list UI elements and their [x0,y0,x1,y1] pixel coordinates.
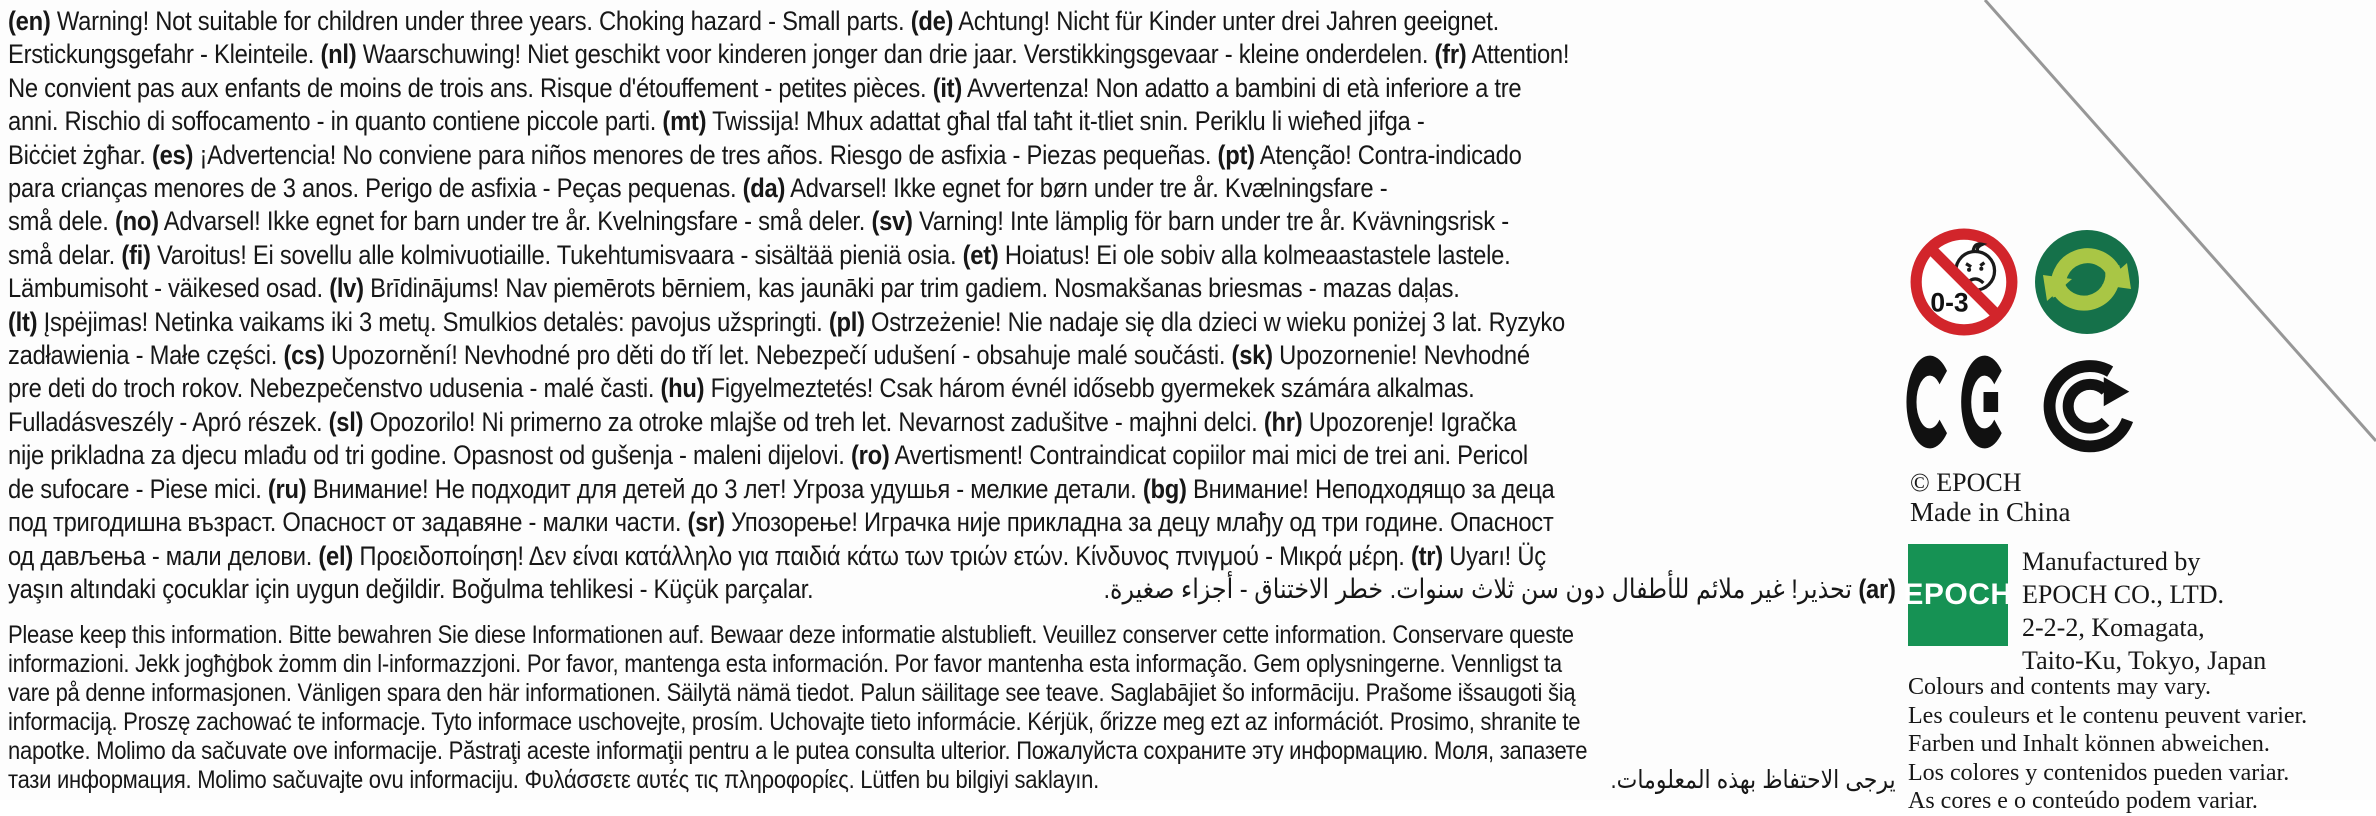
green-dot-icon [2032,227,2142,337]
manufacturer-line: EPOCH CO., LTD. [2022,580,2225,609]
keep-info-line: informazioni. Jekk jogħġbok żomm din l-informazzjoni. Por favor, mantenga esta información. Por favor mantenha esta informação. Gem oplysningerne. Vennligst ta [8,650,1562,678]
epoch-logo [1903,544,2013,646]
keep-info-line: informaciją. Proszę zachować te informacje. Tyto informace uschovejte, prosím. Uchovajte tieto informácie. Kérjük, őrizze meg ezt az információt. Prosimo, shranite te [8,708,1581,736]
gcc-conformity-icon [2038,350,2143,458]
keep-info-line-end: тази информация. Molimo sačuvajte ovu informaciju. Φυλάσσετε αυτές τις πληροφορίες. Lütfen bu bilgiyi saklayın. [8,766,1099,794]
keep-info-line: Please keep this information. Bitte bewahren Sie diese Informationen auf. Bewaar deze informatie alstublieft. Veuillez conserver cette information. Conservare queste [8,621,1574,649]
ce-mark-icon [1906,352,2020,452]
variation-line: Farben und Inhalt können abweichen. [1908,731,2270,758]
manufacturer-address [2022,545,2266,677]
manufacturer-line: Taito-Ku, Tokyo, Japan [2022,646,2267,675]
warning-line-arabic-text: (ar) تحذير! غير ملائم للأطفال دون سن ثلاث سنوات. خطر الاختناق - أجزاء صغيرة. [1103,573,1896,604]
warning-line: små dele. (no) Advarsel! Ikke egnet for barn under tre år. Kvelningsfare - små deler. (sv) Varning! Inte lämplig för barn under tre år. Kvävningsrisk - [8,206,1509,237]
warning-line: (en) Warning! Not suitable for children under three years. Choking hazard - Small parts. (de) Achtung! Nicht für Kinder unter drei Jahren geeignet. [8,6,1499,36]
age-warning-icon [1908,226,2020,338]
warning-line: nije prikladna za djecu mlađu od tri godine. Opasnost od gušenja - maleni dijelovi. (ro) Avertisment! Contraindicat copiilor mai mici de trei ani. Pericol [8,440,1528,471]
warning-line-turkish-end: yaşın altındaki çocuklar için uygun değildir. Boğulma tehlikesi - Küçük parçalar. [8,573,814,604]
warning-line: Ne convient pas aux enfants de moins de trois ans. Risque d'étouffement - petites pièces. (it) Avvertenza! Non adatto a bambini di età inferiore a tre [8,72,1522,103]
warning-line: zadławienia - Małe części. (cs) Upozornění! Nevhodné pro děti do tří let. Nebezpečí udušení - obsahuje malé součásti. (sk) Upozornenie! Nevhodné [8,340,1530,371]
variation-line: Les couleurs et le contenu peuvent varier. [1908,702,2308,729]
variation-line: Colours and contents may vary. [1908,674,2212,700]
warning-line: Biċċiet żgħar. (es) ¡Advertencia! No conviene para niños menores de tres años. Riesgo de asfixia - Piezas pequeñas. (pt) Atenção! Contra-indicado [8,139,1522,170]
manufacturer-line: Manufactured by [2022,547,2201,576]
warning-line: Erstickungsgefahr - Kleinteile. (nl) Waarschuwing! Niet geschikt voor kinderen jonger dan drie jaar. Verstikkingsgevaar - kleine onderdelen. (fr) Attention! [8,39,1570,70]
warning-line: de sufocare - Piese mici. (ru) Внимание! Не подходит для детей до 3 лет! Угроза удушья - мелкие детали. (bg) Внимание! Неподходящо за деца [8,473,1555,504]
epoch-logo-text: EPOCH [1903,578,2013,611]
variation-notice [1908,673,2307,816]
warning-line: (lt) Įspėjimas! Netinka vaikams iki 3 metų. Smulkios detalės: pavojus užspringti. (pl) Ostrzeżenie! Nie nadaje się dla dzieci w wieku poniżej 3 lat. Ryzyko [8,306,1565,337]
warning-line: Fulladásveszély - Apró részek. (sl) Opozorilo! Ni primerno za otroke mlajše od treh let. Nevarnost zadušitve - majhni delci. (hr) Upozorenje! Igračka [8,406,1517,437]
warning-line: од дављења - мали делови. (el) Προειδοποίηση! Δεν είναι κατάλληλο για παιδιά κάτω των τριών ετών. Κίνδυνος πνιγμού - Μικρά μέρη. (tr) Uyarı! Üç [8,540,1546,571]
variation-line: As cores e o conteúdo podem variar. [1908,788,2258,815]
keep-info-line: napotke. Molimo da sačuvate ove informacije. Păstraţi aceste informaţii pentru a le putea consulta ulterior. Пожалуйста сохраните эту информацию. Моля, запазете [8,737,1588,765]
warning-line: под тригодишна възраст. Опасност от задавяне - малки части. (sr) Упозорење! Играчка није прикладна за децу млађу од три године. Опасност [8,507,1554,538]
keep-info-arabic-text: يرجى الاحتفاظ بهذه المعلومات. [1610,766,1896,794]
warning-line: pre deti do troch rokov. Nebezpečenstvo udusenia - malé časti. (hu) Figyelmeztetés! Csak három évnél idősebb gyermekek számára alkalmas. [8,373,1475,404]
manufacturer-line: 2-2-2, Komagata, [2022,613,2205,642]
age-warning-label: 0-3 [1930,287,1969,318]
warning-line: anni. Rischio di soffocamento - in quanto contiene piccole parti. (mt) Twissija! Mhux adattat għal tfal taħt it-tliet snin. Periklu li wieħed jifga - [8,106,1425,137]
keep-info-line: vare på denne informasjonen. Vänligen spara den här informationen. Säilytä nämä tiedot. Palun säilitage see teave. Saglabājiet šo informāciju. Prašome išsaugoti šią [8,679,1576,707]
copyright-text: © EPOCH [1910,468,2022,497]
variation-line: Los colores y contenidos pueden variar. [1908,759,2290,786]
made-in-text: Made in China [1910,497,2071,527]
warning-line: para crianças menores de 3 anos. Perigo de asfixia - Peças pequenas. (da) Advarsel! Ikke egnet for børn under tre år. Kvælningsfare - [8,173,1388,204]
warning-line: små delar. (fi) Varoitus! Ei sovellu alle kolmivuotiaille. Tukehtumisvaara - sisältää pieniä osia. (et) Hoiatus! Ei ole sobiv alla kolmeaastastele lastele. [8,239,1511,270]
warning-line: Lämbumisoht - väikesed osad. (lv) Brīdinājums! Nav piemērots bērniem, kas jaunāki par trim gadiem. Nosmakšanas briesmas - mazas daļas. [8,273,1460,304]
